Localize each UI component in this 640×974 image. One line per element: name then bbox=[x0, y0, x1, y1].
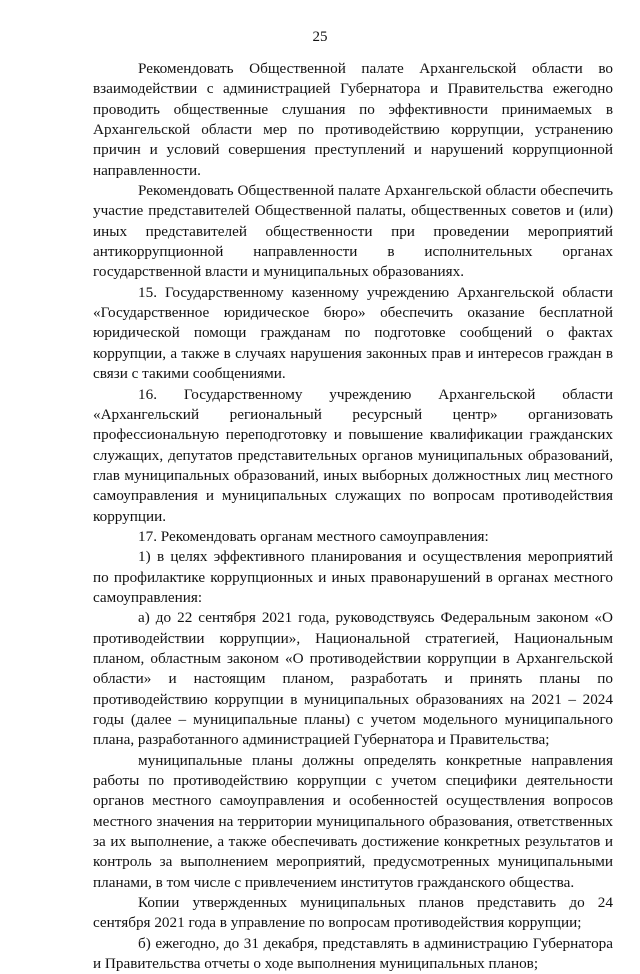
document-body bbox=[93, 59, 613, 974]
paragraph-item-15: 15. Государственному казенному учреждению Архангельской области «Государственное юридическое бюро» обеспечить оказание бесплатной юридической помощи гражданам по подготовке сообщений о фактах коррупции, а также в случаях нарушения законных прав и интересов граждан в связи с такими сообщениями. bbox=[93, 283, 613, 383]
paragraph-municipal-plans: муниципальные планы должны определять конкретные направления работы по противодействию коррупции с учетом специфики деятельности органов местного самоуправления и особенностей осуществления вопросов местного значения на территории муниципального образования, ответственных за их выполнение, а также обеспечивать достижение конкретных результатов и контроль за выполнением мероприятий, предусмотренных муниципальными планами, в том числе с привлечением институтов гражданского общества. bbox=[93, 751, 613, 891]
paragraph-item-16: 16. Государственному учреждению Архангельской области «Архангельский региональный ресурсный центр» организовать профессиональную переподготовку и повышение квалификации гражданских служащих, депутатов представительных органов муниципальных образований, глав муниципальных образований, иных выборных должностных лиц местного самоуправления и муниципальных служащих по вопросам противодействия коррупции. bbox=[93, 385, 613, 525]
page-number: 25 bbox=[312, 29, 328, 45]
paragraph-subitem-b: б) ежегодно, до 31 декабря, представлять в администрацию Губернатора и Правительства отчеты о ходе выполнения муниципальных планов; bbox=[93, 934, 613, 973]
paragraph-subitem-1: 1) в целях эффективного планирования и осуществления мероприятий по профилактике коррупционных и иных правонарушений в органах местного самоуправления: bbox=[93, 548, 613, 606]
paragraph-public-hearings: Рекомендовать Общественной палате Архангельской области во взаимодействии с администрацией Губернатора и Правительства ежегодно проводить общественные слушания по эффективности принимаемых в Архангельской области мер по противодействию коррупции, устранению причин и условий совершения преступлений и нарушений коррупционной направленности. bbox=[93, 60, 613, 179]
paragraph-item-17: 17. Рекомендовать органам местного самоуправления: bbox=[138, 527, 489, 545]
paragraph-public-participation: Рекомендовать Общественной палате Архангельской области обеспечить участие представителей Общественной палаты, общественных советов и (или) иных представителей общественности при проведении мероприятий антикоррупционной направленности в исполнительных органах государственной власти и муниципальных образованиях. bbox=[93, 182, 613, 281]
paragraph-plan-copies: Копии утвержденных муниципальных планов представить до 24 сентября 2021 года в управление по вопросам противодействия коррупции; bbox=[93, 894, 613, 932]
paragraph-subitem-a: а) до 22 сентября 2021 года, руководствуясь Федеральным законом «О противодействии коррупции», Национальной стратегией, Национальным планом, областным законом «О противодействии коррупции в Архангельской области» и настоящим планом, разработать и принять планы по противодействию коррупции в муниципальных образованиях на 2021 – 2024 годы (далее – муниципальные планы) с учетом модельного муниципального плана, разработанного администрацией Губернатора и Правительства; bbox=[93, 609, 613, 749]
